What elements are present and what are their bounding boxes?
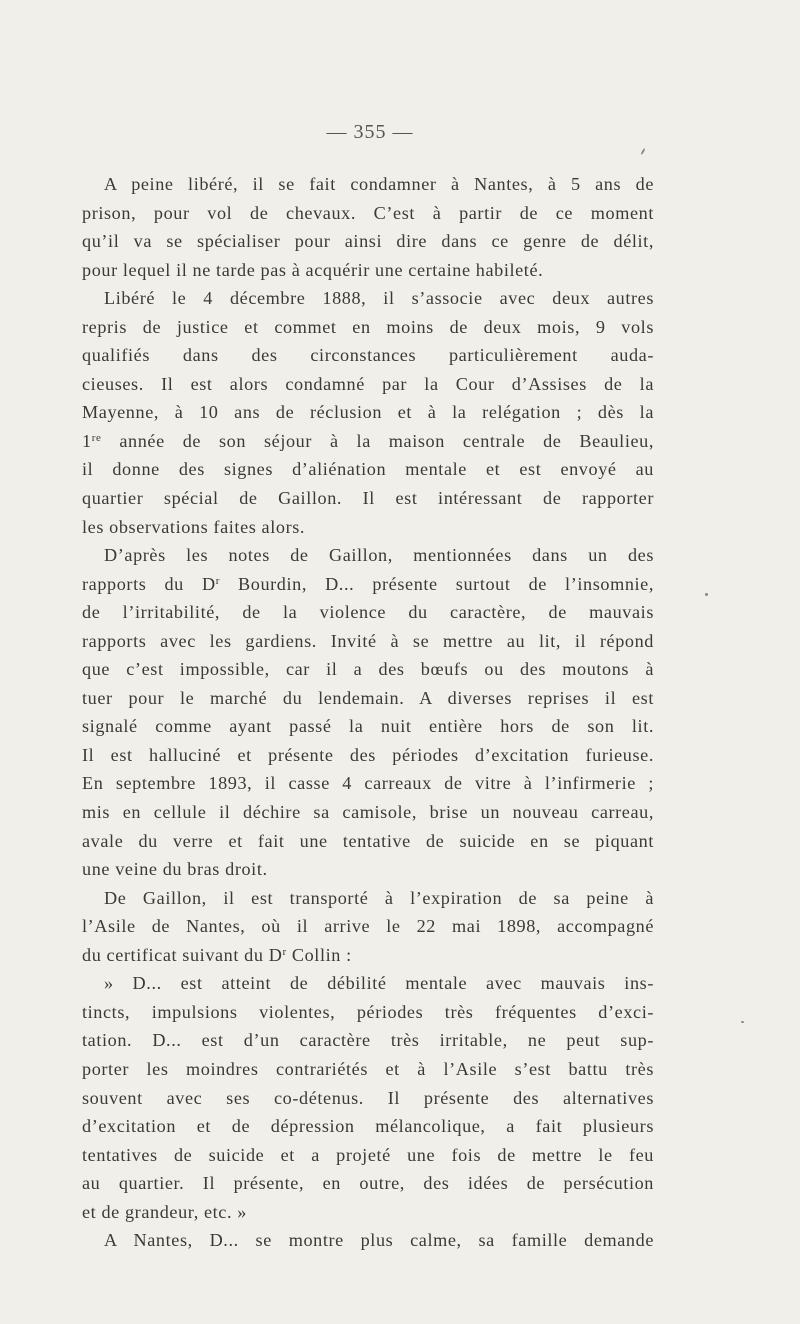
text-line-content: D’après les notes de Gaillon, mentionnées dans un des bbox=[104, 545, 654, 566]
page-number: — 355 — bbox=[326, 121, 414, 143]
text-line bbox=[82, 313, 654, 342]
text-line-content: mis en cellule il déchire sa camisole, brise un nouveau carreau, bbox=[82, 802, 654, 823]
body-text bbox=[82, 170, 654, 1255]
text-line bbox=[82, 227, 654, 256]
text-line bbox=[82, 998, 654, 1027]
text-line-content: et de grandeur, etc. » bbox=[82, 1201, 247, 1222]
text-line-content: souvent avec ses co-détenus. Il présente des alternatives bbox=[82, 1087, 654, 1108]
text-line bbox=[82, 1141, 654, 1170]
text-line-content: Libéré le 4 décembre 1888, il s’associe avec deux autres bbox=[104, 288, 654, 309]
text-line bbox=[82, 969, 654, 998]
text-line-content: une veine du bras droit. bbox=[82, 859, 268, 880]
text-line bbox=[82, 741, 654, 770]
text-line-content: quartier spécial de Gaillon. Il est intéressant de rapporter bbox=[82, 488, 654, 509]
superscript: re bbox=[91, 431, 102, 444]
text-line-content: pour lequel il ne tarde pas à acquérir une certaine habileté. bbox=[82, 259, 544, 280]
text-line-content: tentatives de suicide et a projeté une fois de mettre le feu bbox=[82, 1144, 654, 1165]
scan-speck bbox=[741, 1021, 744, 1023]
text-line-content: signalé comme ayant passé la nuit entière hors de son lit. bbox=[82, 716, 654, 737]
text-line-content: Mayenne, à 10 ans de réclusion et à la relégation ; dès la bbox=[82, 402, 654, 423]
text-line-content: prison, pour vol de chevaux. C’est à partir de ce moment bbox=[82, 202, 654, 223]
text-line bbox=[82, 769, 654, 798]
text-line bbox=[82, 484, 654, 513]
text-line-content: qu’il va se spécialiser pour ainsi dire dans ce genre de délit, bbox=[82, 231, 654, 252]
text-line bbox=[82, 655, 654, 684]
scan-speck bbox=[640, 148, 645, 155]
text-line-content: de l’irritabilité, de la violence du caractère, de mauvais bbox=[82, 602, 654, 623]
text-line bbox=[82, 627, 654, 656]
text-line-content: cieuses. Il est alors condamné par la Cour d’Assises de la bbox=[82, 373, 654, 394]
text-line bbox=[82, 1226, 654, 1255]
text-line bbox=[82, 827, 654, 856]
text-line-content: les observations faites alors. bbox=[82, 516, 306, 537]
text-line-content: du certificat suivant du D bbox=[82, 944, 283, 965]
superscript: r bbox=[215, 574, 220, 587]
text-line-continuation: année de son séjour à la maison centrale de Beaulieu, bbox=[101, 430, 654, 451]
text-line bbox=[82, 1055, 654, 1084]
text-line-content: En septembre 1893, il casse 4 carreaux de vitre à l’infirmerie ; bbox=[82, 773, 654, 794]
text-line bbox=[82, 370, 654, 399]
text-line-content: 1 bbox=[82, 430, 92, 451]
text-line bbox=[82, 199, 654, 228]
text-line bbox=[82, 941, 654, 970]
text-line bbox=[82, 170, 654, 199]
text-line-content: » D... est atteint de débilité mentale avec mauvais ins- bbox=[104, 973, 654, 994]
text-line-content: tuer pour le marché du lendemain. A diverses reprises il est bbox=[82, 687, 654, 708]
text-line bbox=[82, 684, 654, 713]
text-line-content: Il est halluciné et présente des périodes d’excitation furieuse. bbox=[82, 744, 654, 765]
text-line bbox=[82, 798, 654, 827]
text-line-continuation: Collin : bbox=[286, 944, 352, 965]
text-line-content: rapports du D bbox=[82, 573, 216, 594]
text-line-content: au quartier. Il présente, en outre, des idées de persécution bbox=[82, 1173, 654, 1194]
text-line bbox=[82, 513, 654, 542]
text-line bbox=[82, 455, 654, 484]
text-line bbox=[82, 570, 654, 599]
text-line bbox=[82, 1026, 654, 1055]
scan-speck bbox=[705, 593, 708, 596]
text-line-content: A Nantes, D... se montre plus calme, sa famille demande bbox=[104, 1230, 654, 1251]
text-line-content: A peine libéré, il se fait condamner à Nantes, à 5 ans de bbox=[104, 174, 654, 194]
text-line-content: que c’est impossible, car il a des bœufs ou des moutons à bbox=[82, 659, 654, 680]
text-line bbox=[82, 256, 654, 285]
superscript: r bbox=[282, 945, 287, 958]
text-line bbox=[82, 912, 654, 941]
text-line bbox=[82, 1198, 654, 1227]
text-line bbox=[82, 855, 654, 884]
text-line bbox=[82, 1112, 654, 1141]
text-line-content: il donne des signes d’aliénation mentale et est envoyé au bbox=[82, 459, 654, 480]
text-line bbox=[82, 712, 654, 741]
text-line-content: tincts, impulsions violentes, périodes très fréquentes d’exci- bbox=[82, 1001, 654, 1022]
text-line-content: l’Asile de Nantes, où il arrive le 22 mai 1898, accompagné bbox=[82, 916, 654, 937]
text-line bbox=[82, 541, 654, 570]
text-line-content: avale du verre et fait une tentative de suicide en se piquant bbox=[82, 830, 654, 851]
text-line-continuation: Bourdin, D... présente surtout de l’insomnie, bbox=[219, 573, 654, 594]
text-line-content: porter les moindres contrariétés et à l’Asile s’est battu très bbox=[82, 1058, 654, 1079]
text-line bbox=[82, 284, 654, 313]
text-line-content: repris de justice et commet en moins de deux mois, 9 vols bbox=[82, 316, 654, 337]
text-line bbox=[82, 398, 654, 427]
text-line bbox=[82, 1169, 654, 1198]
text-line bbox=[82, 598, 654, 627]
text-line bbox=[82, 884, 654, 913]
text-line bbox=[82, 427, 654, 456]
text-line-content: tation. D... est d’un caractère très irritable, ne peut sup- bbox=[82, 1030, 654, 1051]
text-line-content: qualifiés dans des circonstances particulièrement auda- bbox=[82, 345, 654, 366]
text-line-content: De Gaillon, il est transporté à l’expiration de sa peine à bbox=[104, 887, 654, 908]
text-line bbox=[82, 1084, 654, 1113]
text-line bbox=[82, 341, 654, 370]
text-line-content: d’excitation et de dépression mélancolique, a fait plusieurs bbox=[82, 1116, 654, 1137]
text-line-content: rapports avec les gardiens. Invité à se mettre au lit, il répond bbox=[82, 630, 654, 651]
